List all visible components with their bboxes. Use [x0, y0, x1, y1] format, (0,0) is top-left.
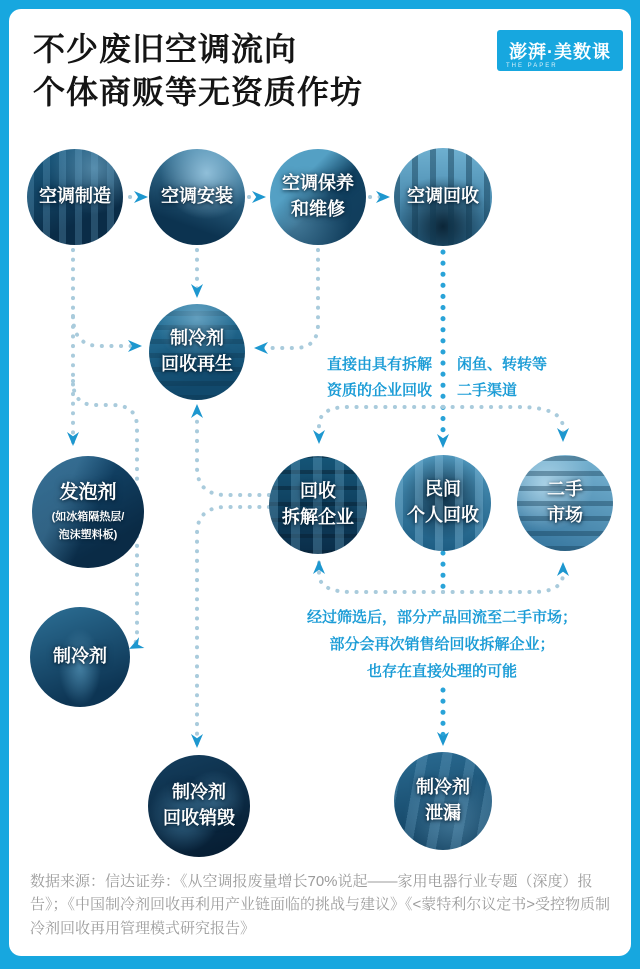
annotation-screening-flow — [287, 604, 597, 685]
node-ac-maintenance-repair — [270, 149, 366, 245]
node-ac-manufacturing — [27, 149, 123, 245]
annotation-line: 经过筛选后，部分产品回流至二手市场； — [306, 609, 577, 626]
node-label: 制冷剂 — [170, 328, 224, 349]
node-foaming-agent — [32, 456, 144, 568]
node-label: 市场 — [547, 505, 583, 525]
annotation-line: 部分会再次销售给回收拆解企业； — [329, 636, 555, 653]
logo-text: 澎湃·美数课 — [509, 41, 611, 62]
flow-maintenance-to-regeneration — [256, 250, 318, 348]
annotation-line: 闲鱼、转转等 — [457, 356, 548, 373]
node-sublabel: (如冰箱隔热层/ — [51, 510, 125, 523]
annotation-line: 也存在直接处理的可能 — [366, 663, 517, 680]
node-label: 回收销毁 — [163, 808, 235, 828]
annotation-qualified-enterprises — [296, 352, 432, 404]
flow-dismantler-to-regeneration — [197, 406, 269, 495]
node-label: 空调制造 — [39, 186, 111, 207]
flow-dismantler-to-destruction — [197, 507, 269, 746]
node-label: 制冷剂 — [172, 782, 226, 803]
node-secondhand-market — [517, 455, 613, 551]
flow-individual-to-dismantler — [319, 562, 443, 592]
node-sublabel: 泡沫塑料板) — [58, 529, 118, 542]
title-line-2: 个体商贩等无资质作坊 — [33, 73, 364, 110]
node-label: 制冷剂 — [416, 777, 470, 798]
node-refrigerant — [30, 607, 130, 707]
node-label: 回收 — [300, 481, 336, 502]
node-refrigerant-recovery-destruction — [148, 755, 250, 857]
node-refrigerant-leakage — [394, 752, 492, 850]
node-label: 回收再生 — [161, 354, 233, 374]
node-recycling-dismantling-enterprise — [269, 456, 367, 554]
node-label: 民间 — [425, 479, 461, 500]
node-label: 二手 — [547, 479, 583, 500]
title-line-1: 不少废旧空调流向 — [33, 31, 298, 67]
node-label: 泄漏 — [425, 803, 461, 823]
annotation-line: 资质的企业回收 — [326, 382, 432, 399]
node-label: 空调回收 — [407, 186, 479, 207]
annotation-line: 直接由具有拆解 — [326, 356, 432, 373]
node-ac-installation — [149, 149, 245, 245]
flow-recycling-to-secondhand — [443, 407, 563, 440]
node-label: 个人回收 — [407, 505, 479, 525]
page-title — [33, 28, 363, 114]
node-label: 和维修 — [291, 199, 345, 219]
flow-recycling-to-dismantler — [319, 407, 443, 442]
annotation-secondhand-channels — [457, 352, 547, 404]
node-private-individual-recycling — [395, 455, 491, 551]
flow-individual-to-secondhand — [443, 564, 563, 592]
logo-subtext: THE PAPER — [506, 63, 558, 69]
data-source-note: 数据来源：信达证券：《从空调报废量增长70%说起——家用电器行业专题（深度）报告》；《中国制冷剂回收再利用产业链面临的挑战与建议》《<蒙特利尔议定书>受控物质制冷剂回收再用管理模式研究报告》 — [30, 873, 611, 937]
node-ac-recycling — [394, 148, 492, 246]
flow-manufacture-to-regeneration — [73, 316, 140, 346]
node-refrigerant-recycling-regeneration — [149, 304, 245, 400]
node-label: 制冷剂 — [53, 646, 107, 667]
node-label: 发泡剂 — [59, 482, 117, 504]
annotation-line: 二手渠道 — [457, 382, 518, 399]
node-label: 拆解企业 — [282, 507, 354, 527]
node-label: 空调保养 — [282, 173, 354, 194]
thepaper-logo — [497, 30, 623, 71]
node-label: 空调安装 — [161, 186, 233, 207]
